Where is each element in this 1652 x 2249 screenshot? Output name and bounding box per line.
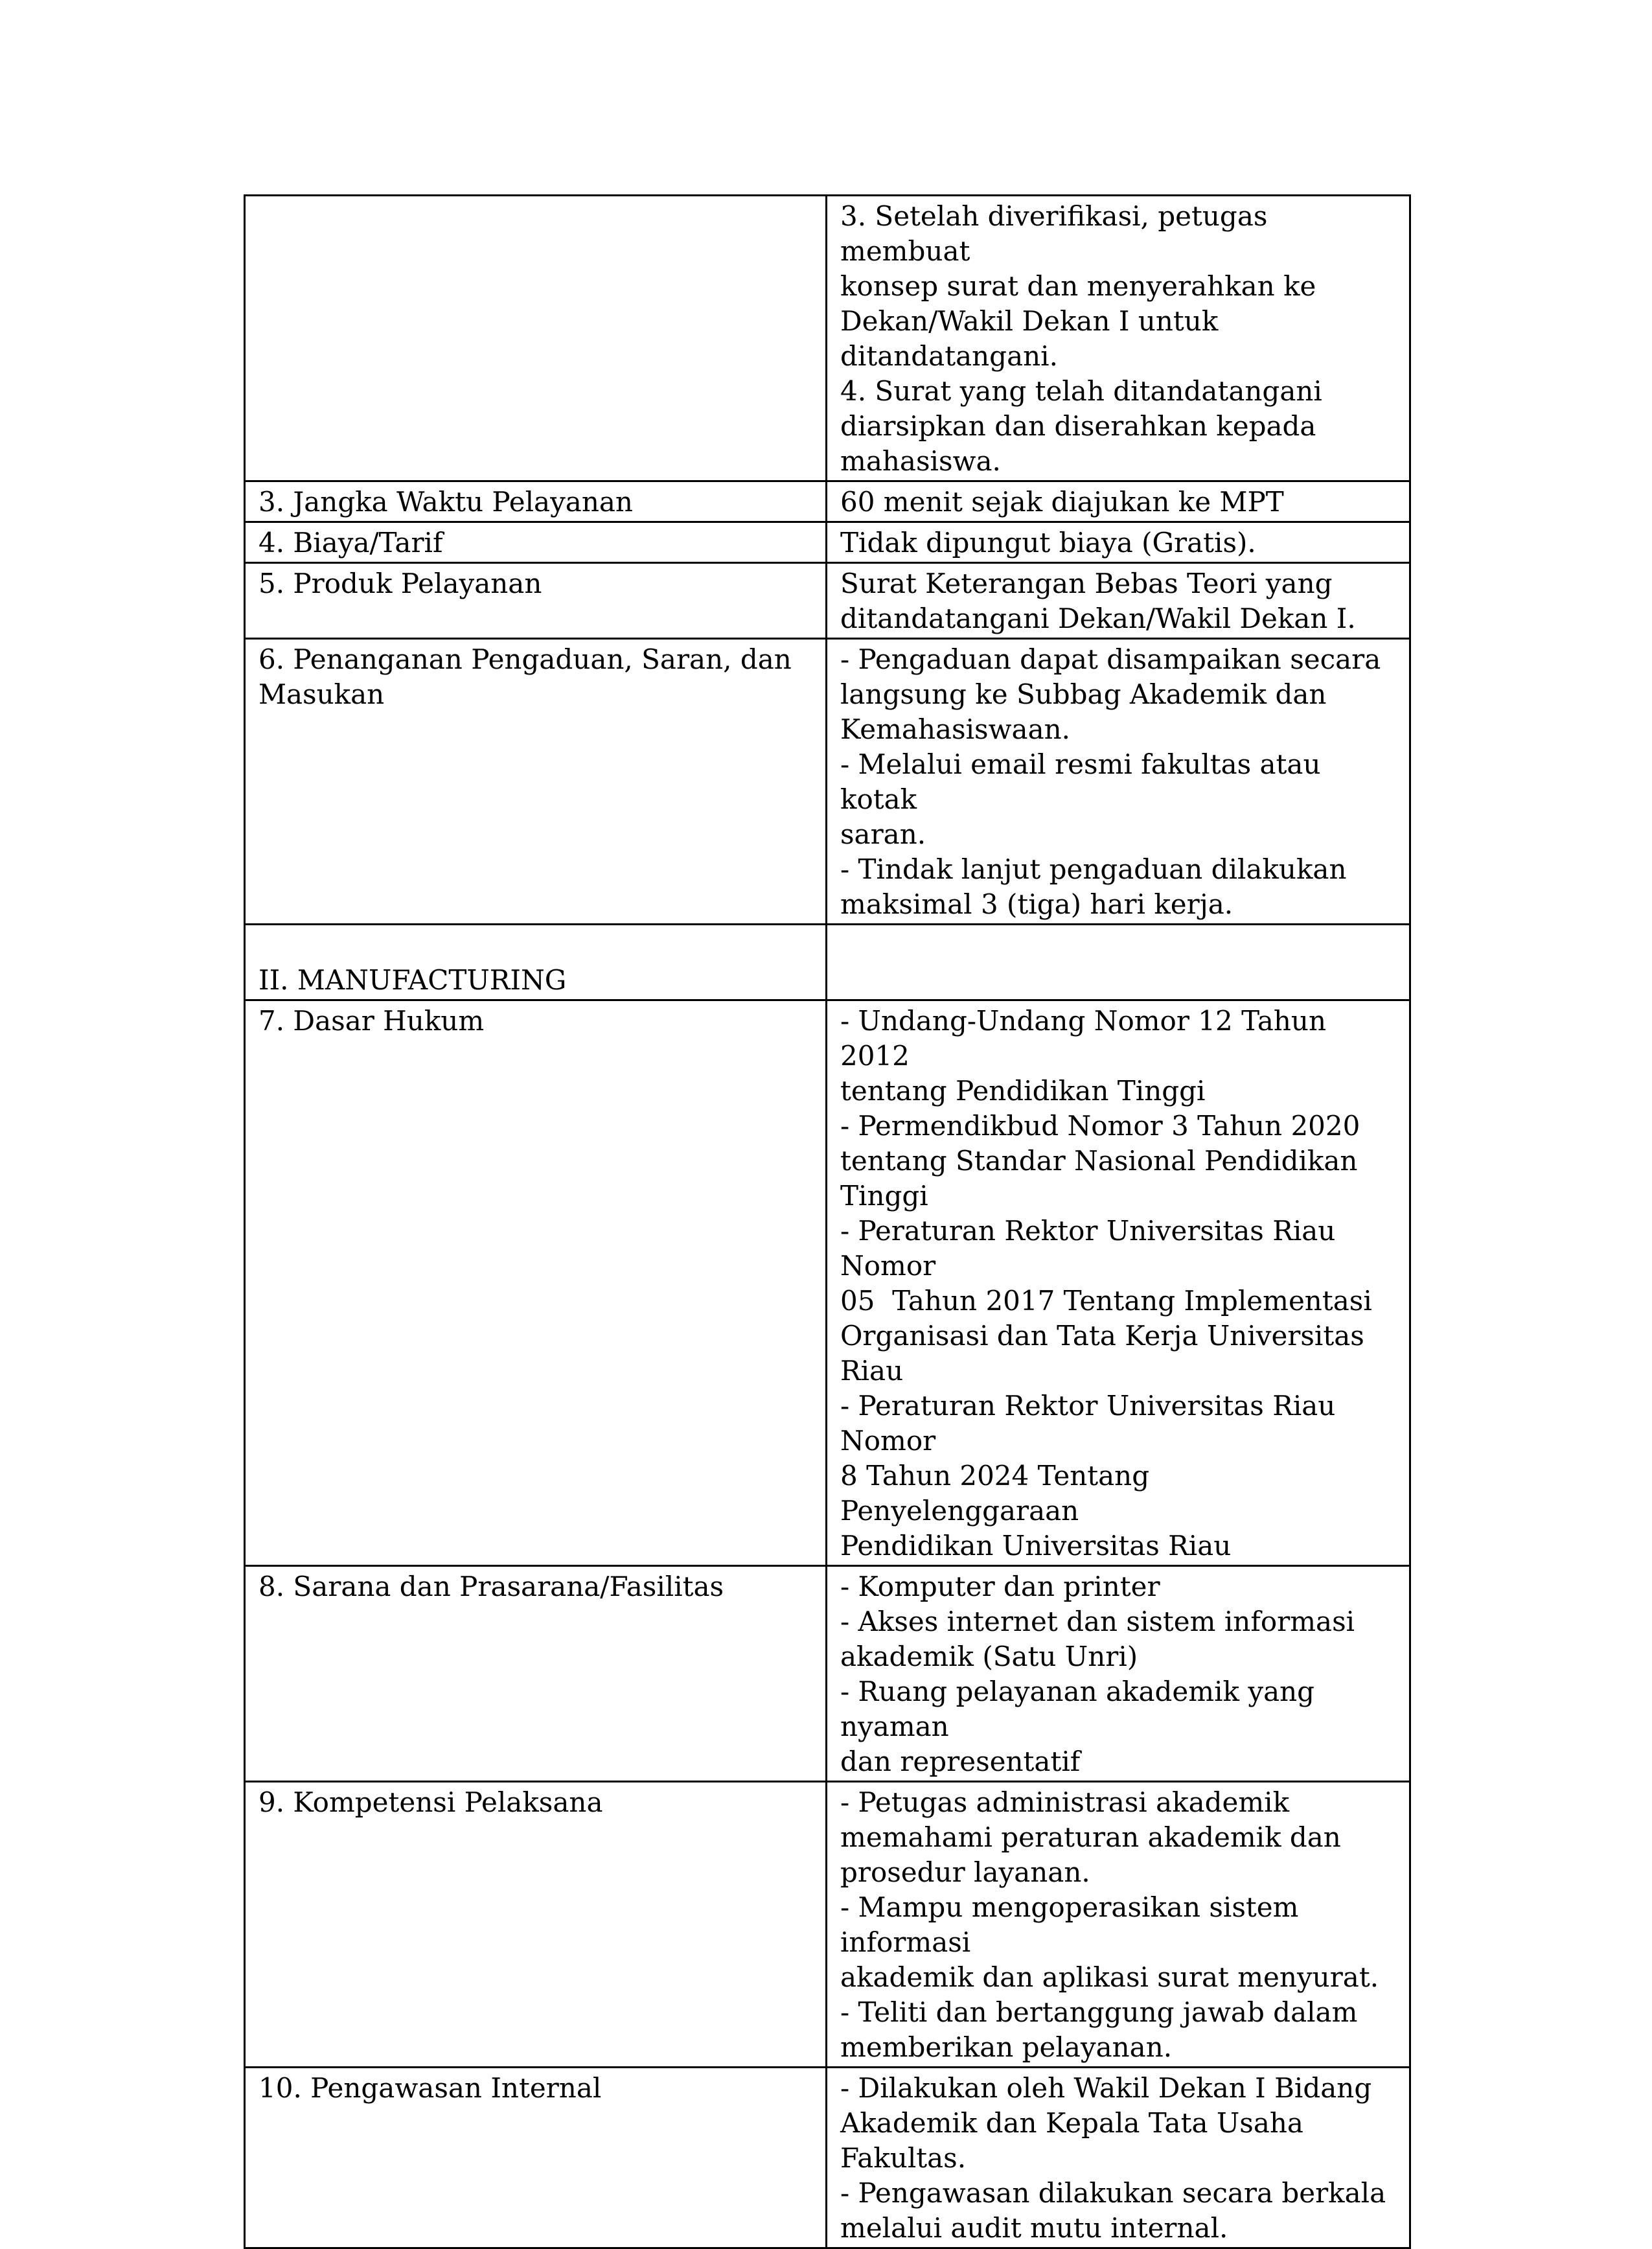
row-content-line: - Permendikbud Nomor 3 Tahun 2020 [840, 1110, 1360, 1142]
label-cell [245, 1566, 827, 1782]
row-content-line: Pendidikan Universitas Riau [840, 1530, 1232, 1562]
row-content-line: 3. Setelah diverifikasi, petugas membuat [840, 200, 1276, 267]
row-label-line: 10. Pengawasan Internal [258, 2072, 602, 2104]
row-content-line: maksimal 3 (tiga) hari kerja. [840, 888, 1233, 920]
row-content-line: 8 Tahun 2024 Tentang Penyelenggaraan [840, 1460, 1158, 1527]
content-cell [827, 2068, 1410, 2248]
row-content-line: - Teliti dan bertanggung jawab dalam [840, 1996, 1358, 2028]
row-content-line: - Peraturan Rektor Universitas Riau Nomor [840, 1390, 1344, 1457]
label-cell [245, 522, 827, 563]
row-content-line: - Petugas administrasi akademik [840, 1786, 1290, 1818]
content-cell [827, 196, 1410, 481]
row-content-line: Kemahasiswaan. [840, 713, 1071, 745]
row-content-line: - Komputer dan printer [840, 1571, 1160, 1602]
row-content-line: - Ruang pelayanan akademik yang nyaman [840, 1676, 1324, 1742]
row-label-line: 9. Kompetensi Pelaksana [258, 1786, 603, 1818]
row-content-line: melalui audit mutu internal. [840, 2212, 1228, 2244]
table-row [245, 2068, 1410, 2248]
row-content-line: langsung ke Subbag Akademik dan [840, 678, 1327, 710]
row-content-line: Surat Keterangan Bebas Teori yang [840, 568, 1333, 599]
table-row [245, 1566, 1410, 1782]
row-label-line: 8. Sarana dan Prasarana/Fasilitas [258, 1571, 724, 1602]
row-content-line: ditandatangani. [840, 340, 1058, 372]
row-content-line: 60 menit sejak diajukan ke MPT [840, 486, 1284, 518]
row-content-line: - Pengaduan dapat disampaikan secara [840, 643, 1381, 675]
row-content-line: akademik dan aplikasi surat menyurat. [840, 1961, 1379, 1993]
content-cell [827, 639, 1410, 925]
content-cell [827, 1782, 1410, 2068]
table-row [245, 1000, 1410, 1566]
row-content-line: konsep surat dan menyerahkan ke [840, 270, 1316, 302]
label-cell [245, 563, 827, 639]
row-content-line: 4. Surat yang telah ditandatangani [840, 375, 1322, 407]
content-cell [827, 563, 1410, 639]
row-content-line: memberikan pelayanan. [840, 2031, 1173, 2063]
table-row [245, 639, 1410, 925]
label-cell [245, 196, 827, 481]
label-cell [245, 1000, 827, 1566]
row-content-line: - Tindak lanjut pengaduan dilakukan [840, 853, 1347, 885]
table-row [245, 1782, 1410, 2068]
row-content-line: tentang Standar Nasional Pendidikan [840, 1145, 1358, 1177]
content-cell [827, 925, 1410, 1000]
table-body [245, 196, 1410, 2248]
table-row [245, 563, 1410, 639]
row-content-line: Dekan/Wakil Dekan I untuk [840, 305, 1219, 337]
row-content-line: Organisasi dan Tata Kerja Universitas Riau [840, 1320, 1373, 1387]
content-cell [827, 1000, 1410, 1566]
label-cell [245, 481, 827, 522]
content-cell [827, 481, 1410, 522]
row-content-line: dan representatif [840, 1746, 1081, 1777]
row-content-line: Tidak dipungut biaya (Gratis). [840, 527, 1256, 559]
row-content-line: - Undang-Undang Nomor 12 Tahun 2012 [840, 1005, 1335, 1072]
content-cell [827, 522, 1410, 563]
row-label-line: 3. Jangka Waktu Pelayanan [258, 486, 633, 518]
row-label-line: 6. Penanganan Pengaduan, Saran, dan [258, 643, 792, 675]
row-content-line: ditandatangani Dekan/Wakil Dekan I. [840, 603, 1356, 634]
row-content-line: Tinggi [840, 1180, 928, 1212]
row-content-line: - Pengawasan dilakukan secara berkala [840, 2177, 1386, 2209]
row-label-line: 5. Produk Pelayanan [258, 568, 542, 599]
row-content-line: saran. [840, 818, 926, 850]
table-row [245, 925, 1410, 1000]
label-cell [245, 1782, 827, 2068]
section-heading: II. MANUFACTURING [258, 964, 567, 996]
content-cell [827, 1566, 1410, 1782]
row-content-line: - Akses internet dan sistem informasi [840, 1606, 1355, 1637]
row-label-line: 4. Biaya/Tarif [258, 527, 443, 559]
row-content-line: diarsipkan dan diserahkan kepada [840, 410, 1316, 442]
label-cell [245, 639, 827, 925]
service-standard-table [244, 194, 1411, 2249]
row-label-line: Masukan [258, 678, 385, 710]
row-content-line: prosedur layanan. [840, 1856, 1090, 1888]
table-row [245, 481, 1410, 522]
table-row [245, 196, 1410, 481]
row-content-line: - Peraturan Rektor Universitas Riau Nomor [840, 1215, 1344, 1282]
row-content-line: 05 Tahun 2017 Tentang Implementasi [840, 1285, 1372, 1317]
row-label-line: 7. Dasar Hukum [258, 1005, 485, 1037]
row-content-line: - Melalui email resmi fakultas atau kotak [840, 748, 1329, 815]
row-content-line: tentang Pendidikan Tinggi [840, 1075, 1206, 1107]
label-cell [245, 2068, 827, 2248]
table-row [245, 522, 1410, 563]
row-content-line: memahami peraturan akademik dan [840, 1821, 1341, 1853]
section-heading-cell [245, 925, 827, 1000]
row-content-line: akademik (Satu Unri) [840, 1641, 1138, 1672]
row-content-line: Akademik dan Kepala Tata Usaha Fakultas. [840, 2107, 1313, 2174]
row-content-line: mahasiswa. [840, 445, 1001, 477]
row-content-line: - Dilakukan oleh Wakil Dekan I Bidang [840, 2072, 1372, 2104]
row-content-line: - Mampu mengoperasikan sistem informasi [840, 1891, 1307, 1958]
